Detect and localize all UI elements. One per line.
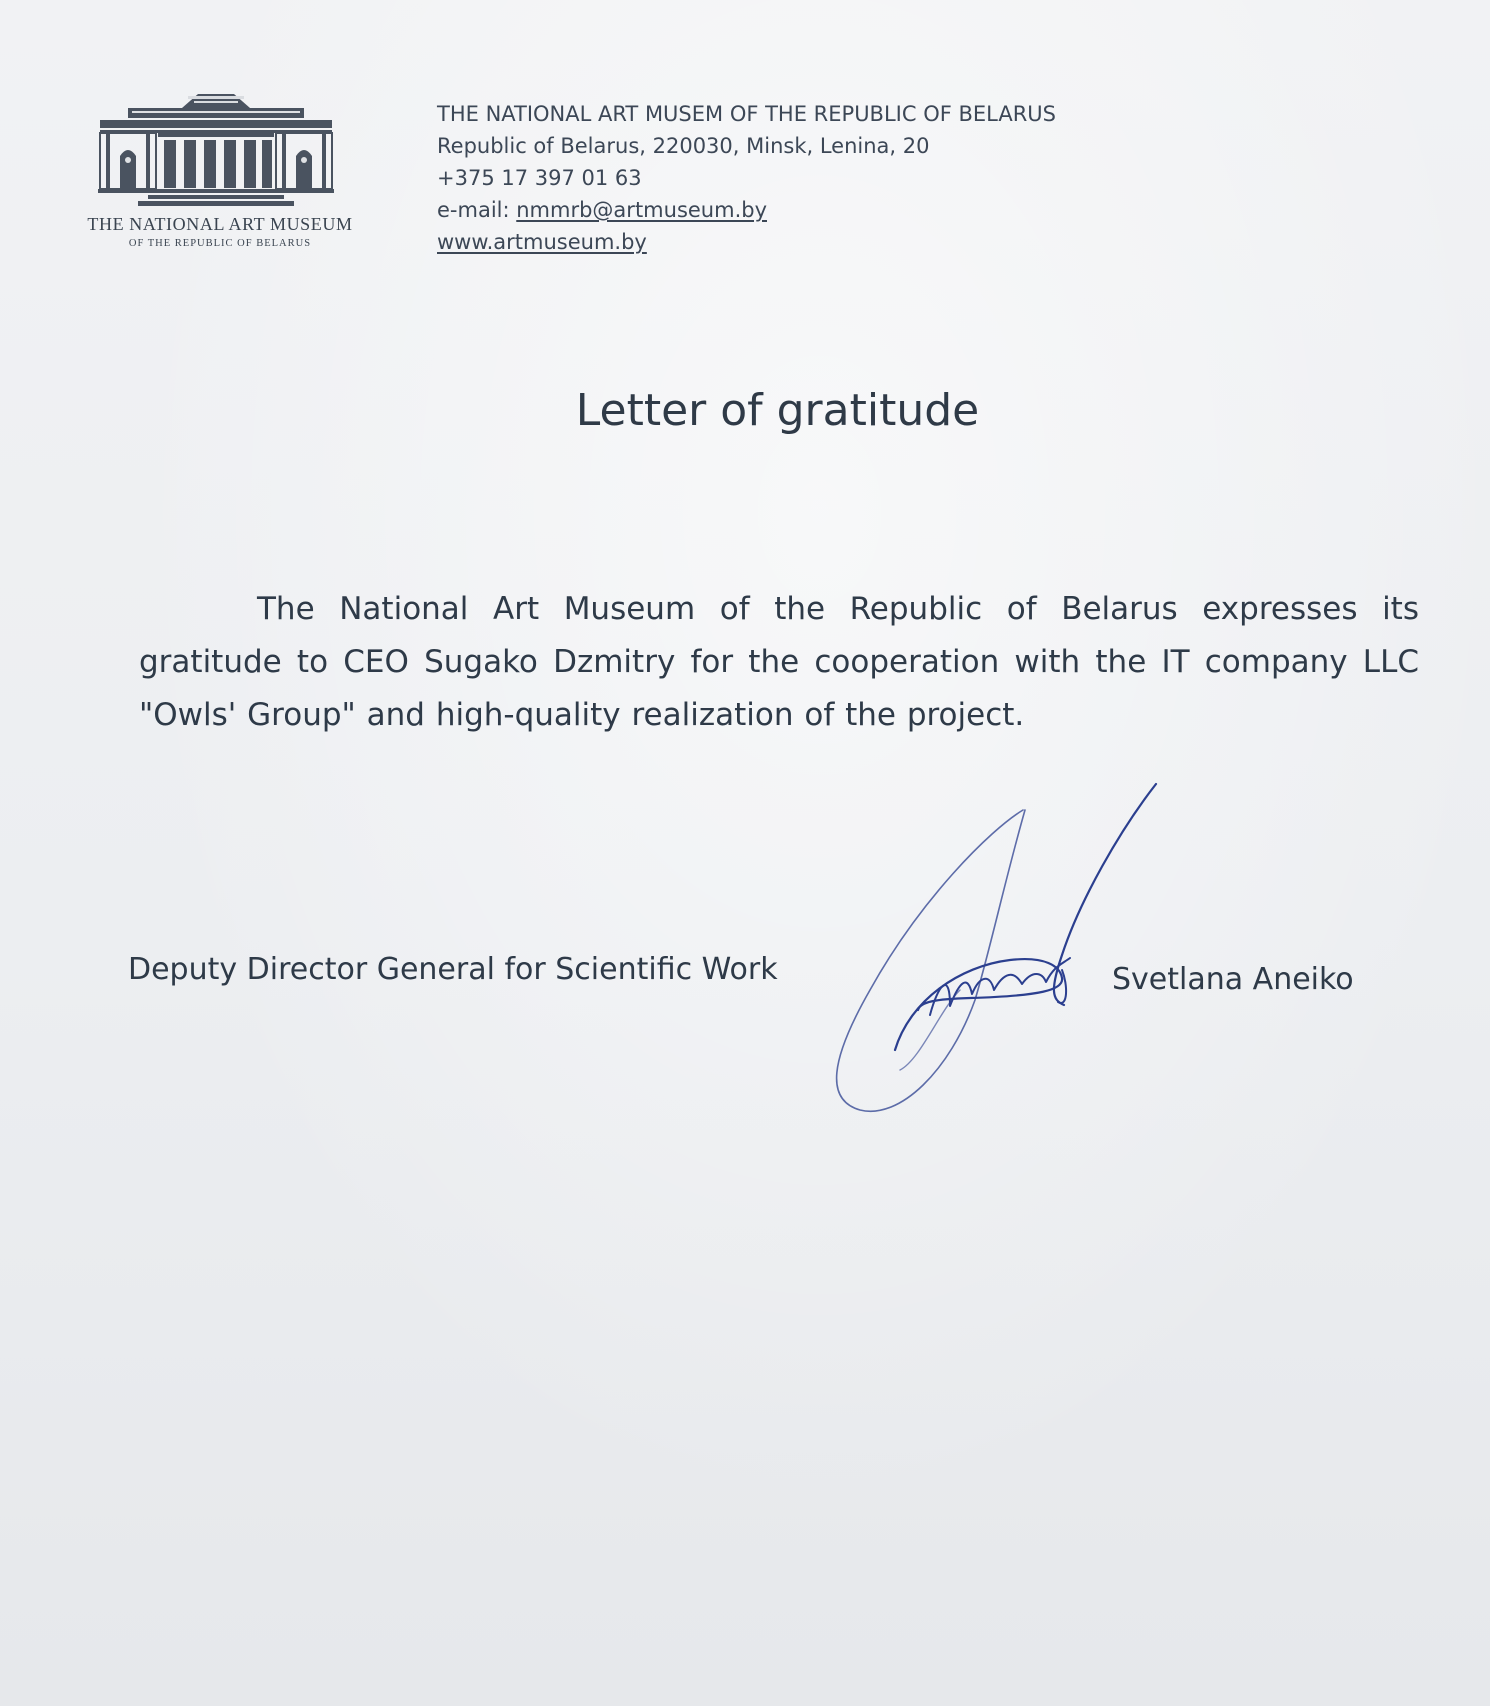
logo-name-text: THE NATIONAL ART MUSEUM <box>87 214 353 234</box>
handwritten-signature <box>800 770 1180 1120</box>
museum-logo <box>72 88 368 258</box>
phone-number: +375 17 397 01 63 <box>437 166 642 190</box>
email-line <box>437 194 1056 226</box>
logo-subname-text: OF THE REPUBLIC OF BELARUS <box>128 238 312 249</box>
museum-building-icon <box>98 88 334 208</box>
website-link[interactable]: www.artmuseum.by <box>437 230 647 254</box>
organization-name: THE NATIONAL ART MUSEM OF THE REPUBLIC OF BELARUS <box>437 102 1056 126</box>
signatory-position: Deputy Director General for Scientific Work <box>128 952 778 987</box>
email-label: e-mail: <box>437 198 517 222</box>
postal-address: Republic of Belarus, 220030, Minsk, Lenina, 20 <box>437 134 930 158</box>
letterhead-contacts <box>437 98 1056 258</box>
signatory-name: Svetlana Aneiko <box>1112 962 1354 997</box>
letter-title: Letter of gratitude <box>575 385 980 436</box>
email-link[interactable]: nmmrb@artmuseum.by <box>516 198 767 222</box>
letter-body: The National Art Museum of the Republic of Belarus expresses its gratitude to CEO Sugako Dzmitry for the cooperation with the IT company LLC "Owls' Group" and high-quality realization of the project. <box>139 591 1419 733</box>
